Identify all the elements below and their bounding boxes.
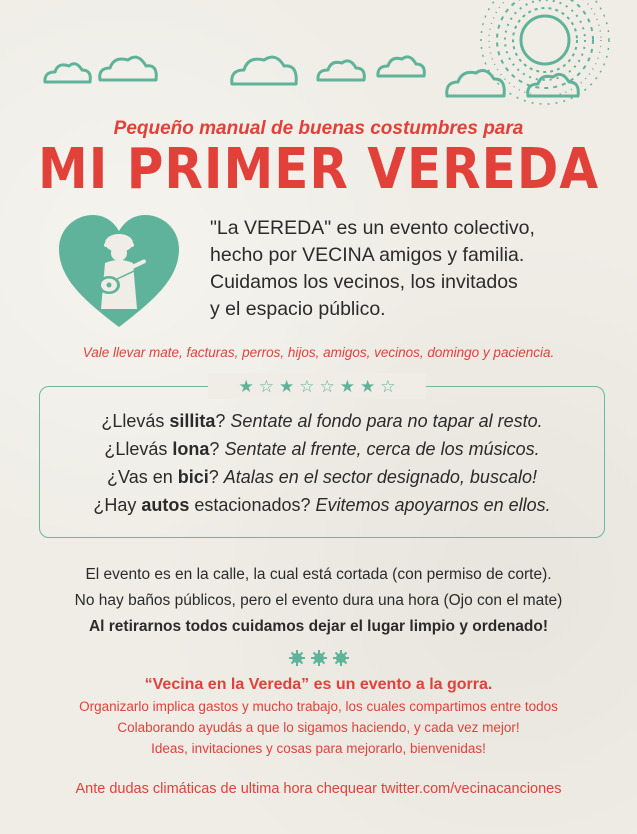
star-icon: ★ (360, 376, 376, 396)
donation-line: Ideas, invitaciones y cosas para mejorarlo, bienvenidas! (151, 741, 486, 756)
info-line: No hay baños públicos, pero el evento dura una hora (Ojo con el mate) (74, 592, 563, 609)
sky-decoration (0, 0, 637, 120)
tip-line: ¿Llevás sillita? Sentate al fondo para no tapar al resto. (101, 411, 543, 431)
star-icon: ★ (339, 376, 355, 396)
intro-line: "La VEREDA" es un evento colectivo, (210, 217, 535, 239)
page-title: MI PRIMER VEREDA (37, 136, 600, 202)
star-rating-decoration (208, 373, 426, 399)
tip-line: ¿Hay autos estacionados? Evitemos apoyarnos en ellos. (93, 495, 551, 515)
cloud-icon (378, 57, 424, 76)
flower-dot-icon (288, 649, 350, 667)
event-info (0, 562, 637, 640)
star-icon: ☆ (258, 376, 274, 396)
star-icon: ☆ (319, 376, 335, 396)
intro-text (210, 215, 620, 323)
tip-line: ¿Vas en bici? Atalas en el sector designado, buscalo! (107, 467, 537, 487)
heart-guitarist-icon (57, 213, 181, 331)
cloud-icon (528, 74, 579, 96)
cloud-icon (447, 71, 505, 96)
weather-footer: Ante dudas climáticas de ultima hora chequear twitter.com/vecinacanciones (75, 781, 562, 797)
allowed-items-note: Vale llevar mate, facturas, perros, hijos, amigos, vecinos, domingo y paciencia. (82, 345, 555, 360)
star-icon: ☆ (299, 376, 315, 396)
donation-heading: “Vecina en la Vereda” es un evento a la gorra. (144, 676, 493, 693)
sun-icon (481, 0, 609, 104)
star-icon: ☆ (380, 376, 396, 396)
tips-list (39, 407, 605, 519)
cloud-icon (100, 57, 157, 80)
subtitle: Pequeño manual de buenas costumbres para (113, 118, 524, 139)
cloud-icon (232, 57, 297, 84)
tip-line: ¿Llevás lona? Sentate al frente, cerca de los músicos. (104, 439, 540, 459)
donation-line: Colaborando ayudás a que lo sigamos haciendo, y cada vez mejor! (117, 720, 520, 735)
donation-section (0, 674, 637, 759)
cloud-icon (318, 61, 364, 80)
cloud-icon (45, 64, 90, 82)
intro-line: y el espacio público. (210, 298, 386, 320)
star-icon: ★ (279, 376, 295, 396)
donation-line: Organizarlo implica gastos y mucho trabajo, los cuales compartimos entre todos (79, 699, 558, 714)
intro-line: hecho por VECINA amigos y familia. (210, 244, 525, 266)
intro-line: Cuidamos los vecinos, los invitados (210, 271, 518, 293)
info-line: El evento es en la calle, la cual está cortada (con permiso de corte). (85, 566, 552, 583)
info-line-bold: Al retirarnos todos cuidamos dejar el lugar limpio y ordenado! (88, 618, 549, 635)
star-icon: ★ (238, 376, 254, 396)
